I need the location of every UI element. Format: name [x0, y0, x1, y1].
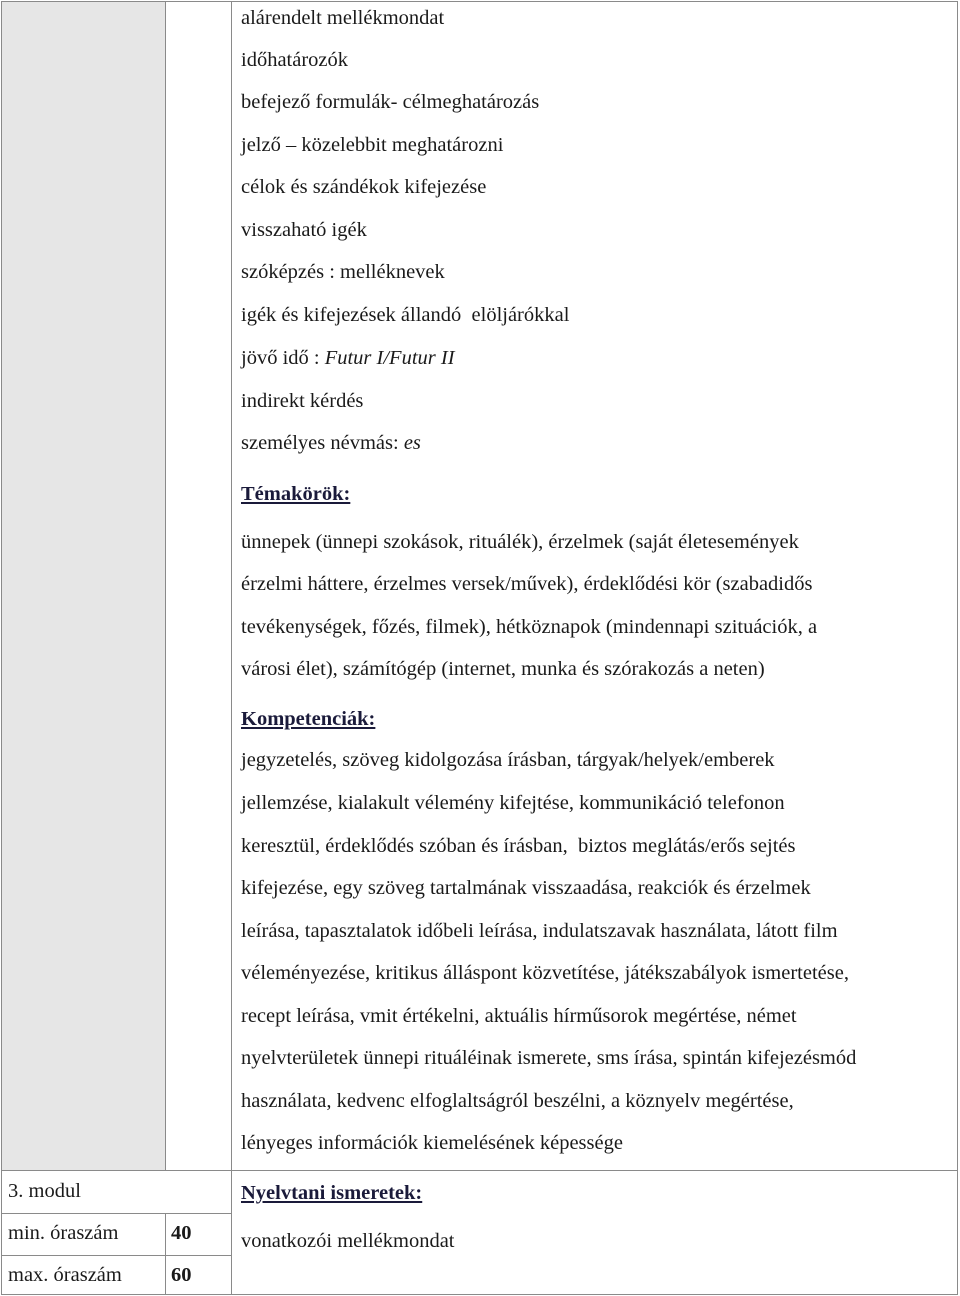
module3-grammar-item: vonatkozói mellékmondat	[241, 1230, 455, 1252]
topics-heading: Témakörök:	[241, 483, 351, 505]
table-border-top	[1, 1, 958, 2]
table-border-bottom	[1, 1294, 958, 1295]
topics-line: ünnepek (ünnepi szokások, rituálék), érzelmek (saját életesemények	[241, 531, 799, 553]
grammar-future-italic: Futur I/Futur II	[324, 347, 455, 369]
table-row-divider	[1, 1170, 958, 1171]
competencies-line: keresztül, érdeklődés szóban és írásban, biztos meglátás/erős sejtés	[241, 835, 796, 857]
competencies-line: jellemzése, kialakult vélemény kifejtése, kommunikáció telefonon	[241, 792, 785, 814]
competencies-line: nyelvterületek ünnepi rituáléinak ismerete, sms írása, spintán kifejezésmód	[241, 1047, 857, 1069]
grammar-item: alárendelt mellékmondat	[241, 7, 445, 29]
grammar-pronoun-italic: es	[403, 432, 421, 454]
table-border-left	[1, 1, 2, 1295]
grammar-item: visszaható igék	[241, 219, 367, 241]
topics-line: városi élet), számítógép (internet, munka és szórakozás a neten)	[241, 658, 765, 680]
module-title: 3. modul	[8, 1180, 81, 1202]
grammar-future-prefix: jövő idő :	[241, 347, 325, 369]
competencies-line: kifejezése, egy szöveg tartalmának visszaadása, reakciók és érzelmek	[241, 877, 811, 899]
topics-line: érzelmi háttere, érzelmes versek/művek), érdeklődési kör (szabadidős	[241, 573, 813, 595]
min-max-divider	[1, 1255, 232, 1256]
grammar-item: befejező formulák- célmeghatározás	[241, 91, 540, 113]
grammar-item: igék és kifejezések állandó elöljárókkal	[241, 304, 570, 326]
grammar-item: szóképzés : melléknevek	[241, 261, 445, 283]
grammar-item: jelző – közelebbit meghatározni	[241, 134, 504, 156]
competencies-line: leírása, tapasztalatok időbeli leírása, indulatszavak használata, látott film	[241, 920, 838, 942]
table-border-right	[957, 1, 958, 1295]
competencies-line: véleményezése, kritikus álláspont közvetítése, játékszabályok ismertetése,	[241, 962, 849, 984]
competencies-heading: Kompetenciák:	[241, 708, 376, 730]
min-hours-label: min. óraszám	[8, 1222, 119, 1244]
competencies-line: recept leírása, vmit értékelni, aktuális hírműsorok megértése, német	[241, 1005, 797, 1027]
competencies-line: lényeges információk kiemelésének képessége	[241, 1132, 623, 1154]
module3-grammar-heading: Nyelvtani ismeretek:	[241, 1182, 423, 1204]
competencies-line: jegyzetelés, szöveg kidolgozása írásban, tárgyak/helyek/emberek	[241, 749, 775, 771]
min-hours-value: 40	[171, 1222, 192, 1244]
module-title-divider	[1, 1213, 232, 1214]
max-hours-value: 60	[171, 1264, 192, 1286]
competencies-line: használata, kedvenc elfoglaltságról beszélni, a köznyelv megértése,	[241, 1090, 794, 1112]
grammar-pronoun-prefix: személyes névmás:	[241, 432, 404, 454]
left-empty-cell	[2, 2, 165, 1170]
topics-line: tevékenységek, főzés, filmek), hétköznapok (mindennapi szituációk, a	[241, 616, 818, 638]
hours-value-divider	[165, 1213, 166, 1295]
grammar-item-future	[241, 337, 455, 379]
table-border-col1	[165, 1, 166, 1170]
grammar-item: időhatározók	[241, 49, 349, 71]
grammar-item: indirekt kérdés	[241, 390, 364, 412]
max-hours-label: max. óraszám	[8, 1264, 122, 1286]
grammar-item-pronoun	[241, 422, 421, 464]
table-border-col2	[231, 1, 232, 1295]
grammar-item: célok és szándékok kifejezése	[241, 176, 487, 198]
